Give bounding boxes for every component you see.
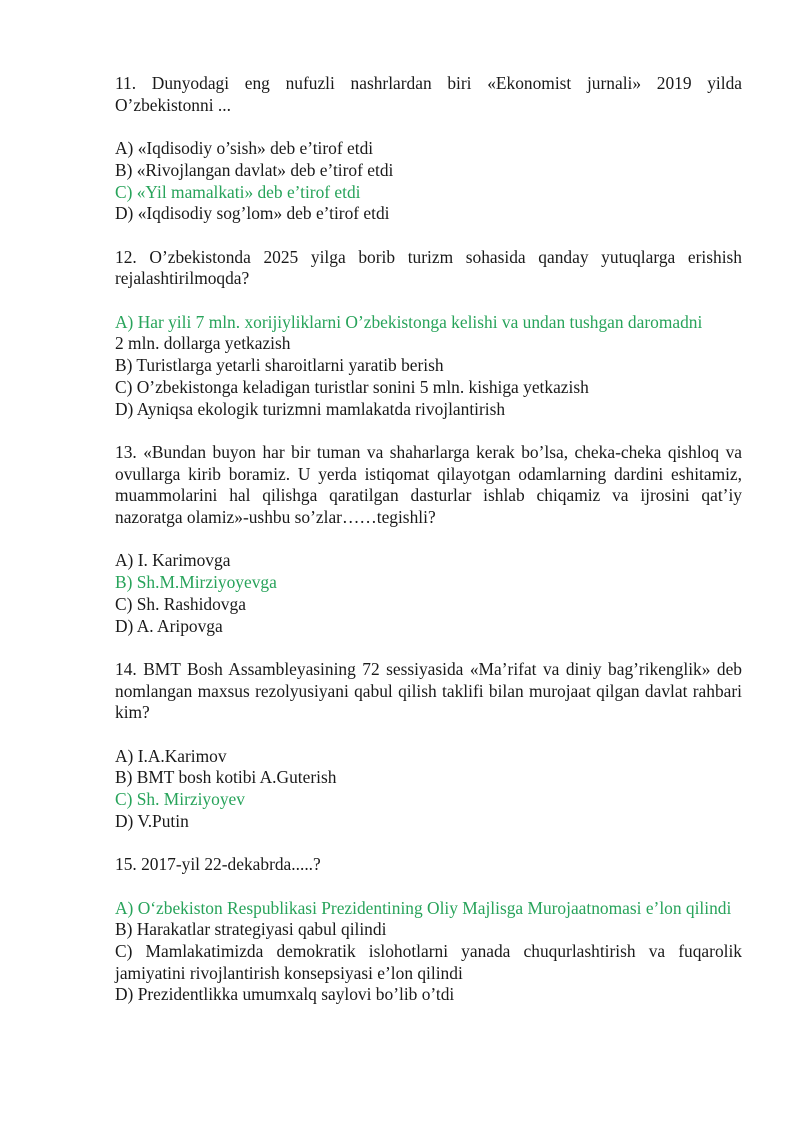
question-block-13 [115, 442, 742, 637]
answer-option: C) O’zbekistonga keladigan turistlar sonini 5 mln. kishiga yetkazish [115, 376, 589, 397]
correct-answer-option: C) Sh. Mirziyoyev [115, 789, 245, 810]
question-text: 15. 2017-yil 22-dekabrda.....? [115, 854, 321, 875]
answer-options [115, 138, 742, 225]
answer-option: A) «Iqdisodiy o’sish» deb e’tirof etdi [115, 138, 374, 159]
answer-options [115, 898, 742, 1007]
answer-option: D) V.Putin [115, 810, 189, 831]
question-text: 11. Dunyodagi eng nufuzli nashrlardan biri «Ekonomist jurnali» 2019 yilda O’zbekistonni ... [115, 73, 742, 115]
correct-answer-option: B) Sh.M.Mirziyoyevga [115, 572, 277, 593]
answer-options [115, 746, 742, 833]
question-block-14 [115, 659, 742, 833]
question-text: 12. O’zbekistonda 2025 yilga borib turizm sohasida qanday yutuqlarga erishish rejalashtirilmoqda? [115, 246, 742, 289]
answer-option: B) Turistlarga yetarli sharoitlarni yaratib berish [115, 355, 444, 376]
answer-option: A) I.A.Karimov [115, 745, 227, 766]
answer-option: D) Prezidentlikka umumxalq saylovi bo’lib o’tdi [115, 984, 455, 1005]
answer-options [115, 550, 742, 637]
question-text: 13. «Bundan buyon har bir tuman va shaharlarga kerak bo’lsa, cheka-cheka qishloq va ovullarga kirib boramiz. U yerda istiqomat qilayotgan odamlarning dardini eshitamiz, muammolarini hal qilishga qaratilgan dasturlar ishlab chiqamiz va ijrosini qat’iy nazoratga olamiz»-ushbu so’zlar……tegishli? [115, 441, 742, 527]
answer-option: D) A. Aripovga [115, 615, 223, 636]
answer-option: C) Mamlakatimizda demokratik islohotlarni yanada chuqurlashtirish va fuqarolik jamiyatini rivojlantirish konsepsiyasi e’lon qilindi [115, 940, 742, 983]
question-block-11 [115, 73, 742, 225]
answer-option: B) «Rivojlangan davlat» deb e’tirof etdi [115, 159, 394, 180]
correct-answer-option: A) Har yili 7 mln. xorijiyliklarni O’zbekistonga kelishi va undan tushgan daromadni [115, 311, 703, 332]
answer-option: B) Harakatlar strategiyasi qabul qilindi [115, 919, 387, 940]
question-block-15 [115, 854, 742, 1006]
answer-option: A) I. Karimovga [115, 550, 231, 571]
answer-option: C) Sh. Rashidovga [115, 593, 246, 614]
answer-options [115, 312, 742, 421]
answer-option: B) BMT bosh kotibi A.Guterish [115, 767, 337, 788]
answer-option: D) «Iqdisodiy sog’lom» deb e’tirof etdi [115, 203, 390, 224]
answer-option: D) Ayniqsa ekologik turizmni mamlakatda rivojlantirish [115, 398, 506, 419]
document-page [115, 73, 742, 1006]
answer-option-continuation: 2 mln. dollarga yetkazish [115, 333, 291, 354]
question-block-12 [115, 247, 742, 421]
correct-answer-option: C) «Yil mamalkati» deb e’tirof etdi [115, 181, 361, 202]
question-text: 14. BMT Bosh Assambleyasining 72 sessiyasida «Ma’rifat va diniy bag’rikenglik» deb nomlangan maxsus rezolyusiyani qabul qilish taklifi bilan murojaat qilgan davlat rahbari kim? [115, 658, 742, 723]
correct-answer-option: A) O‘zbekiston Respublikasi Prezidentining Oliy Majlisga Murojaatnomasi e’lon qilindi [115, 897, 732, 918]
